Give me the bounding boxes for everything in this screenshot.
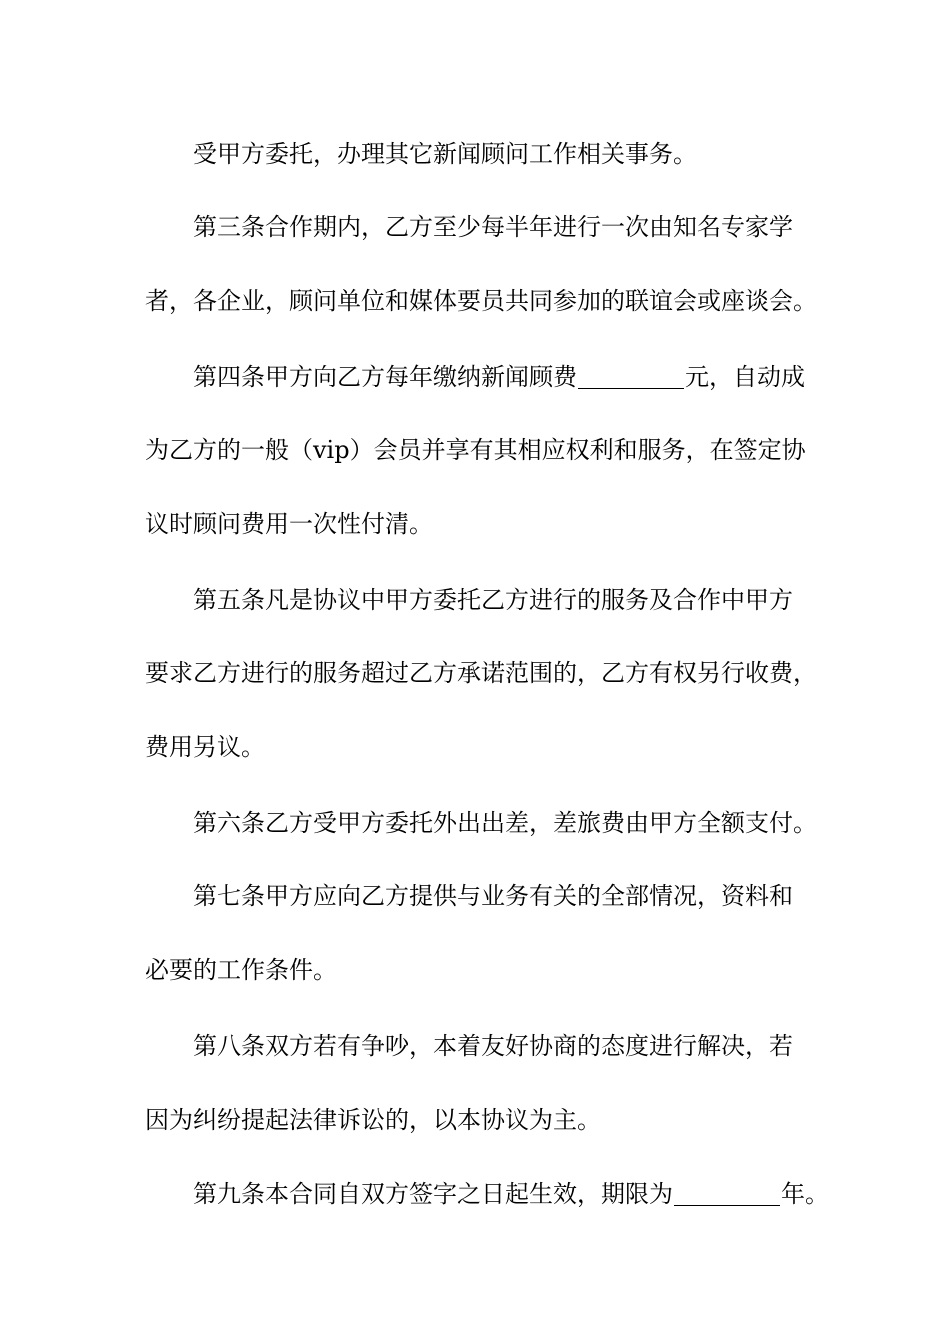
article-3-line-1 bbox=[0, 215, 950, 239]
text-line: 元，自动成 bbox=[685, 363, 805, 391]
article-6-line-1 bbox=[0, 811, 950, 835]
text-line: 第七条甲方应向乙方提供与业务有关的全部情况，资料和 bbox=[193, 882, 793, 910]
text-line: 受甲方委托，办理其它新闻顾问工作相关事务。 bbox=[193, 140, 697, 168]
article-3-line-2 bbox=[0, 289, 950, 313]
article-9-line-1 bbox=[0, 1182, 950, 1206]
text-line: 第八条双方若有争吵，本着友好协商的态度进行解决，若 bbox=[193, 1032, 793, 1060]
article-7-line-1 bbox=[0, 884, 950, 908]
article-7-line-2 bbox=[0, 958, 950, 982]
text-line: 因为纠纷提起法律诉讼的，以本协议为主。 bbox=[145, 1106, 601, 1134]
article-8-line-1 bbox=[0, 1034, 950, 1058]
article-4-line-2 bbox=[0, 438, 950, 462]
article-4-line-3 bbox=[0, 512, 950, 536]
text-line: 者，各企业，顾问单位和媒体要员共同参加的联谊会或座谈会。 bbox=[145, 287, 817, 315]
article-4-line-1 bbox=[0, 365, 950, 389]
article-5-line-1 bbox=[0, 588, 950, 612]
text-line: 必要的工作条件。 bbox=[145, 956, 337, 984]
text-line: 费用另议。 bbox=[145, 733, 265, 761]
text-line: 第九条本合同自双方签字之日起生效，期限为 bbox=[193, 1180, 673, 1208]
text-line: 要求乙方进行的服务超过乙方承诺范围的，乙方有权另行收费， bbox=[145, 659, 817, 687]
fee-blank bbox=[578, 365, 684, 389]
article-5-line-2 bbox=[0, 661, 950, 685]
paragraph-line bbox=[0, 142, 950, 166]
text-line: 第六条乙方受甲方委托外出出差，差旅费由甲方全额支付。 bbox=[193, 809, 817, 837]
text-line: 第四条甲方向乙方每年缴纳新闻顾费 bbox=[193, 363, 577, 391]
article-5-line-3 bbox=[0, 735, 950, 759]
text-line: 议时顾问费用一次性付清。 bbox=[145, 510, 433, 538]
text-line: 年。 bbox=[781, 1180, 829, 1208]
text-line: 为乙方的一般（vip）会员并享有其相应权利和服务，在签定协 bbox=[145, 436, 806, 464]
article-8-line-2 bbox=[0, 1108, 950, 1132]
text-line: 第三条合作期内，乙方至少每半年进行一次由知名专家学 bbox=[193, 213, 793, 241]
term-blank bbox=[674, 1182, 780, 1206]
text-line: 第五条凡是协议中甲方委托乙方进行的服务及合作中甲方 bbox=[193, 586, 793, 614]
